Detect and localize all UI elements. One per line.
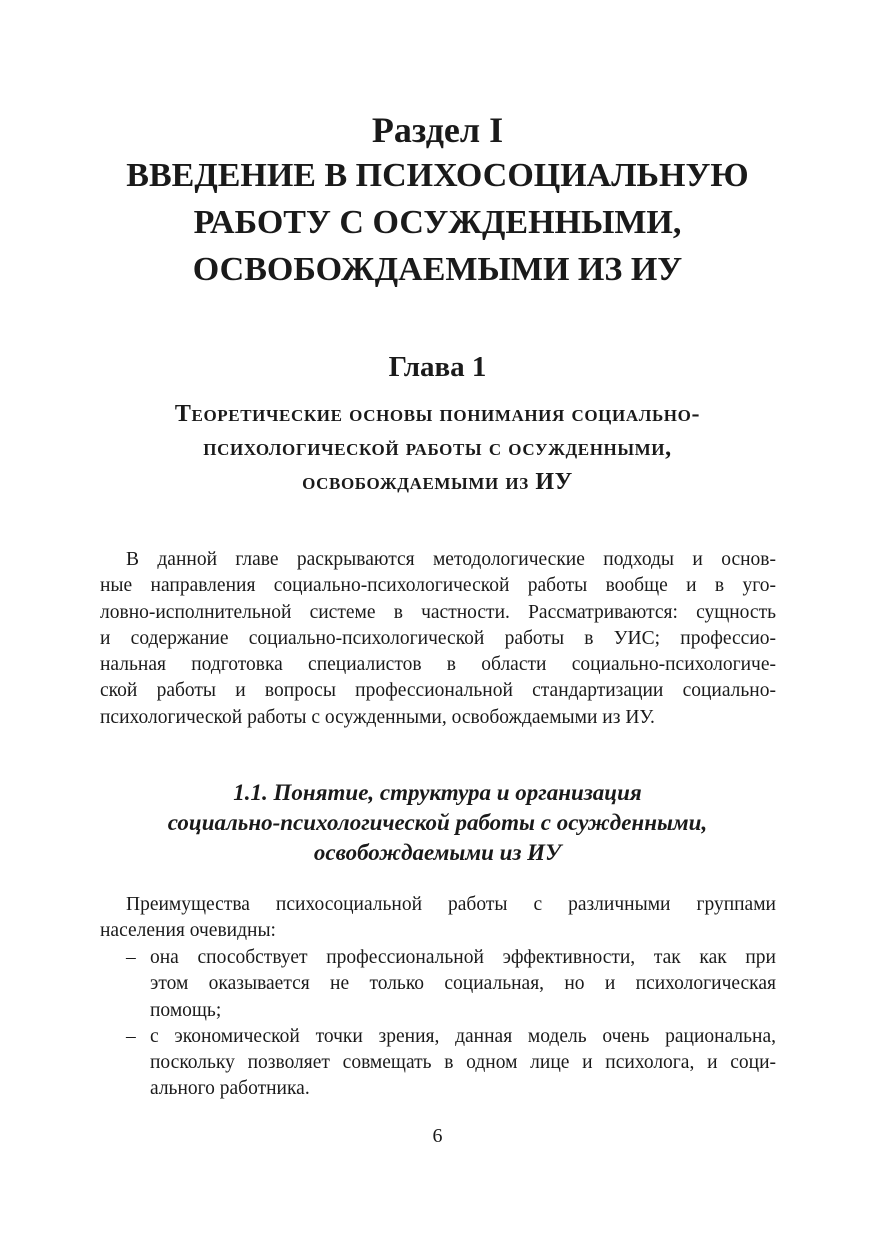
text-line: ального работника. xyxy=(150,1078,310,1100)
chapter-title-line: психологической работы с осужденными, xyxy=(203,435,672,461)
chapter-title xyxy=(60,397,815,499)
chapter-intro-paragraph xyxy=(100,547,776,731)
list-dash: – xyxy=(126,947,136,968)
text-line: Преимущества психосоциальной работы с различными группами xyxy=(126,894,776,915)
section-title-line: ВВЕДЕНИЕ В ПСИХОСОЦИАЛЬНУЮ xyxy=(126,157,749,194)
section-title xyxy=(60,152,815,293)
section-title-line: РАБОТУ С ОСУЖДЕННЫМИ, xyxy=(193,204,682,241)
advantages-paragraph xyxy=(100,892,776,945)
advantages-list xyxy=(126,945,776,1103)
text-line: нальная подготовка специалистов в области социально-психологиче- xyxy=(100,654,776,676)
list-item xyxy=(126,1024,776,1103)
list-dash: – xyxy=(126,1025,136,1047)
text-line: с экономической точки зрения, данная модель очень рациональна, xyxy=(150,1025,776,1047)
text-line: В данной главе раскрываются методологические подходы и основ- xyxy=(126,549,776,570)
chapter-label: Глава 1 xyxy=(388,351,487,383)
text-line: она способствует профессиональной эффективности, так как при xyxy=(150,947,776,968)
text-line: психологической работы с осужденными, освобождаемыми из ИУ. xyxy=(100,706,655,728)
section-title-line: ОСВОБОЖДАЕМЫМИ ИЗ ИУ xyxy=(192,251,683,288)
text-line: ловно-исполнительной системе в частности. Рассматриваются: сущность xyxy=(100,601,776,623)
subsection-title-line: 1.1. Понятие, структура и организация xyxy=(233,780,642,805)
subsection-title xyxy=(60,778,815,868)
text-line: ской работы и вопросы профессиональной стандартизации социально- xyxy=(100,680,776,702)
list-item xyxy=(126,945,776,1024)
page-number: 6 xyxy=(432,1125,443,1147)
text-line: населения очевидны: xyxy=(100,920,276,942)
section-label: Раздел I xyxy=(371,110,504,150)
text-line: ные направления социально-психологической работы вообще и в уго- xyxy=(100,575,776,597)
chapter-title-line: Теоретические основы понимания социально- xyxy=(174,401,701,427)
subsection-title-line: социально-психологической работы с осужденными, xyxy=(167,810,708,835)
text-line: и содержание социально-психологической работы в УИС; профессио- xyxy=(100,627,776,649)
text-line: поскольку позволяет совмещать в одном лице и психолога, и соци- xyxy=(150,1052,776,1074)
text-line: помощь; xyxy=(150,999,222,1021)
subsection-title-line: освобождаемыми из ИУ xyxy=(313,840,562,865)
text-line: этом оказывается не только социальная, но и психологическая xyxy=(150,973,776,995)
chapter-title-line: освобождаемыми из ИУ xyxy=(302,469,573,495)
